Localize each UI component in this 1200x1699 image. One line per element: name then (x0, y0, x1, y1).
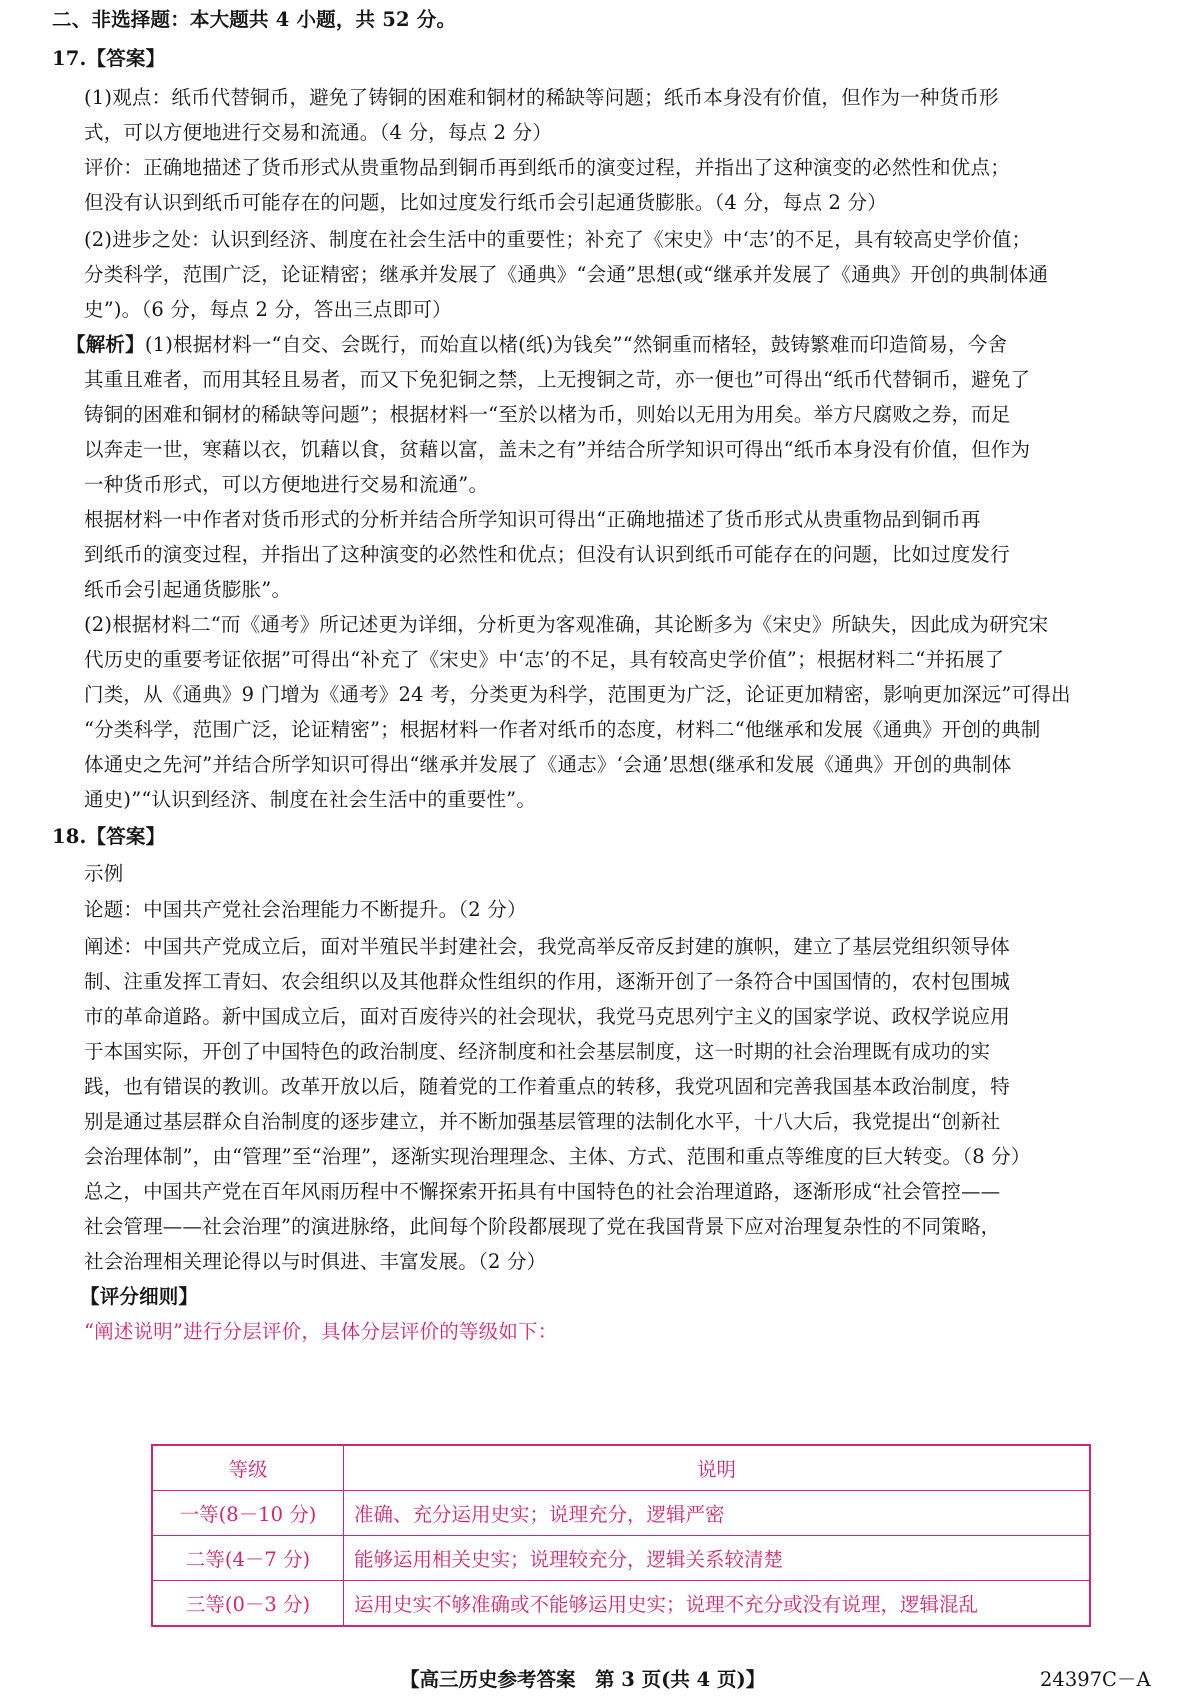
grading-level: 二等(4－7 分) (152, 1536, 344, 1581)
q17-answer-line: (2)进步之处：认识到经济、制度在社会生活中的重要性；补充了《宋史》中‘志’的不足，具有较高史学价值； (84, 228, 1032, 251)
q17-analysis-line: 铸铜的困难和铜材的稀缺等问题”；根据材料一“至於以楮为币，则始以无用为用矣。举方尺腐败之券，而足 (84, 403, 1011, 426)
q18-line: 社会治理相关理论得以与时俱进、丰富发展。（2 分） (84, 1250, 547, 1273)
grading-table-header-desc: 说明 (344, 1445, 1091, 1491)
grading-level: 一等(8－10 分) (152, 1491, 344, 1536)
q18-line: 于本国实际，开创了中国特色的政治制度、经济制度和社会基层制度，这一时期的社会治理既有成功的实 (84, 1040, 991, 1063)
q18-line: 论题：中国共产党社会治理能力不断提升。（2 分） (84, 898, 527, 921)
q18-line: 示例 (84, 862, 124, 885)
q17-analysis-line: 通史)”“认识到经济、制度在社会生活中的重要性”。 (84, 788, 537, 811)
q18-line: 践，也有错误的教训。改革开放以后，随着党的工作着重点的转移，我党巩固和完善我国基本政治制度，特 (84, 1075, 1010, 1098)
q17-analysis-line: 到纸币的演变过程，并指出了这种演变的必然性和优点；但没有认识到纸币可能存在的问题，比如过度发行 (84, 543, 1010, 566)
q18-line: 阐述：中国共产党成立后，面对半殖民半封建社会，我党高举反帝反封建的旗帜，建立了基层党组织领导体 (84, 935, 1010, 958)
table-row (152, 1536, 1090, 1581)
q17-analysis-line: 其重且难者，而用其轻且易者，而又下免犯铜之禁，上无搜铜之苛，亦一便也”可得出“纸币代替铜币，避免了 (84, 368, 1031, 391)
table-row (152, 1581, 1090, 1627)
q17-analysis-line: 门类，从《通典》9 门增为《通考》24 考，分类更为科学，范围更为广泛，论证更加精密，影响更加深远”可得出 (84, 683, 1071, 706)
q18-header (52, 823, 165, 851)
q17-answer-line: 但没有认识到纸币可能存在的问题，比如过度发行纸币会引起通货膨胀。（4 分，每点 2 分） (84, 191, 887, 214)
grading-table-header-row (152, 1445, 1090, 1491)
q18-line: 市的革命道路。新中国成立后，面对百废待兴的社会现状，我党马克思列宁主义的国家学说、政权学说应用 (84, 1005, 1010, 1028)
q17-number: 17. (52, 47, 87, 70)
q17-analysis-first (66, 331, 1007, 359)
q17-analysis-line: 纸币会引起通货膨胀”。 (84, 578, 292, 601)
q18-line: 总之，中国共产党在百年风雨历程中不懈探索开拓具有中国特色的社会治理道路，逐渐形成“社会管控—— (84, 1180, 1001, 1203)
q17-analysis-line: 体通史之先河”并结合所学知识可得出“继承并发展了《通志》‘会通’思想(继承和发展《通典》开创的典制体 (84, 753, 1012, 776)
q18-answer-tag: 【答案】 (86, 825, 166, 848)
q18-line: 会治理体制”，由“管理”至“治理”，逐渐实现治理理念、主体、方式、范围和重点等维度的巨大转变。（8 分） (84, 1145, 1031, 1168)
q17-analysis-line: “分类科学，范围广泛，论证精密”；根据材料一作者对纸币的态度，材料二“他继承和发展《通典》开创的典制 (84, 718, 1041, 741)
footer-code: 24397C－A (1040, 1668, 1151, 1691)
q17-analysis-line: 一种货币形式，可以方便地进行交易和流通”。 (84, 473, 489, 496)
grading-level: 三等(0－3 分) (152, 1581, 344, 1627)
q17-header (52, 45, 165, 73)
q17-analysis-line: 以奔走一世，寒藉以衣，饥藉以食，贫藉以富，盖未之有”并结合所学知识可得出“纸币本身没有价值，但作为 (84, 438, 1031, 461)
q17-analysis-tag: 【解析】 (66, 333, 145, 356)
q17-analysis-line: (2)根据材料二“而《通考》所记述更为详细，分析更为客观准确，其论断多为《宋史》所缺失，因此成为研究宋 (84, 613, 1049, 636)
q18-line: 别是通过基层群众自治制度的逐步建立，并不断加强基层管理的法制化水平，十八大后，我党提出“创新社 (84, 1110, 1001, 1133)
q17-answer-line: (1)观点：纸币代替铜币，避免了铸铜的困难和铜材的稀缺等问题；纸币本身没有价值，但作为一种货币形 (84, 86, 999, 109)
section-heading: 二、非选择题：本大题共 4 小题，共 52 分。 (52, 8, 457, 31)
grading-table-header-level: 等级 (152, 1445, 344, 1491)
q18-rubric-tag: 【评分细则】 (80, 1285, 199, 1308)
q17-answer-line: 史”)。（6 分，每点 2 分，答出三点即可） (84, 298, 452, 321)
q17-analysis-text: (1)根据材料一“自交、会既行，而始直以楮(纸)为钱矣”“然铜重而楮轻，鼓铸繁难而印造简易，今舍 (144, 333, 1008, 356)
grading-desc: 能够运用相关史实；说理较充分，逻辑关系较清楚 (344, 1536, 1091, 1581)
q18-rubric-intro: “阐述说明”进行分层评价，具体分层评价的等级如下： (84, 1320, 558, 1343)
q17-analysis-line: 根据材料一中作者对货币形式的分析并结合所学知识可得出“正确地描述了货币形式从贵重物品到铜币再 (84, 508, 981, 531)
grading-desc: 运用史实不够准确或不能够运用史实；说理不充分或没有说理，逻辑混乱 (344, 1581, 1091, 1627)
q18-number: 18. (52, 825, 87, 848)
q17-answer-line: 评价：正确地描述了货币形式从贵重物品到铜币再到纸币的演变过程，并指出了这种演变的必然性和优点； (84, 156, 1010, 179)
q17-answer-tag: 【答案】 (86, 47, 166, 70)
q17-analysis-line: 代历史的重要考证依据”可得出“补充了《宋史》中‘志’的不足，具有较高史学价值”；根据材料二“并拓展了 (84, 648, 1005, 671)
grading-table (151, 1444, 1091, 1627)
footer-title: 【高三历史参考答案 第 3 页(共 4 页)】 (400, 1668, 766, 1691)
q18-line: 制、注重发挥工青妇、农会组织以及其他群众性组织的作用，逐渐开创了一条符合中国国情的，农村包围城 (84, 970, 1010, 993)
q18-line: 社会管理——社会治理”的演进脉络，此间每个阶段都展现了党在我国背景下应对治理复杂性的不同策略， (84, 1215, 1001, 1238)
q17-answer-line: 分类科学，范围广泛，论证精密；继承并发展了《通典》“会通”思想(或“继承并发展了《通典》开创的典制体通 (84, 263, 1049, 286)
q17-answer-line: 式，可以方便地进行交易和流通。（4 分，每点 2 分） (84, 121, 553, 144)
table-row (152, 1491, 1090, 1536)
grading-desc: 准确、充分运用史实；说理充分，逻辑严密 (344, 1491, 1091, 1536)
